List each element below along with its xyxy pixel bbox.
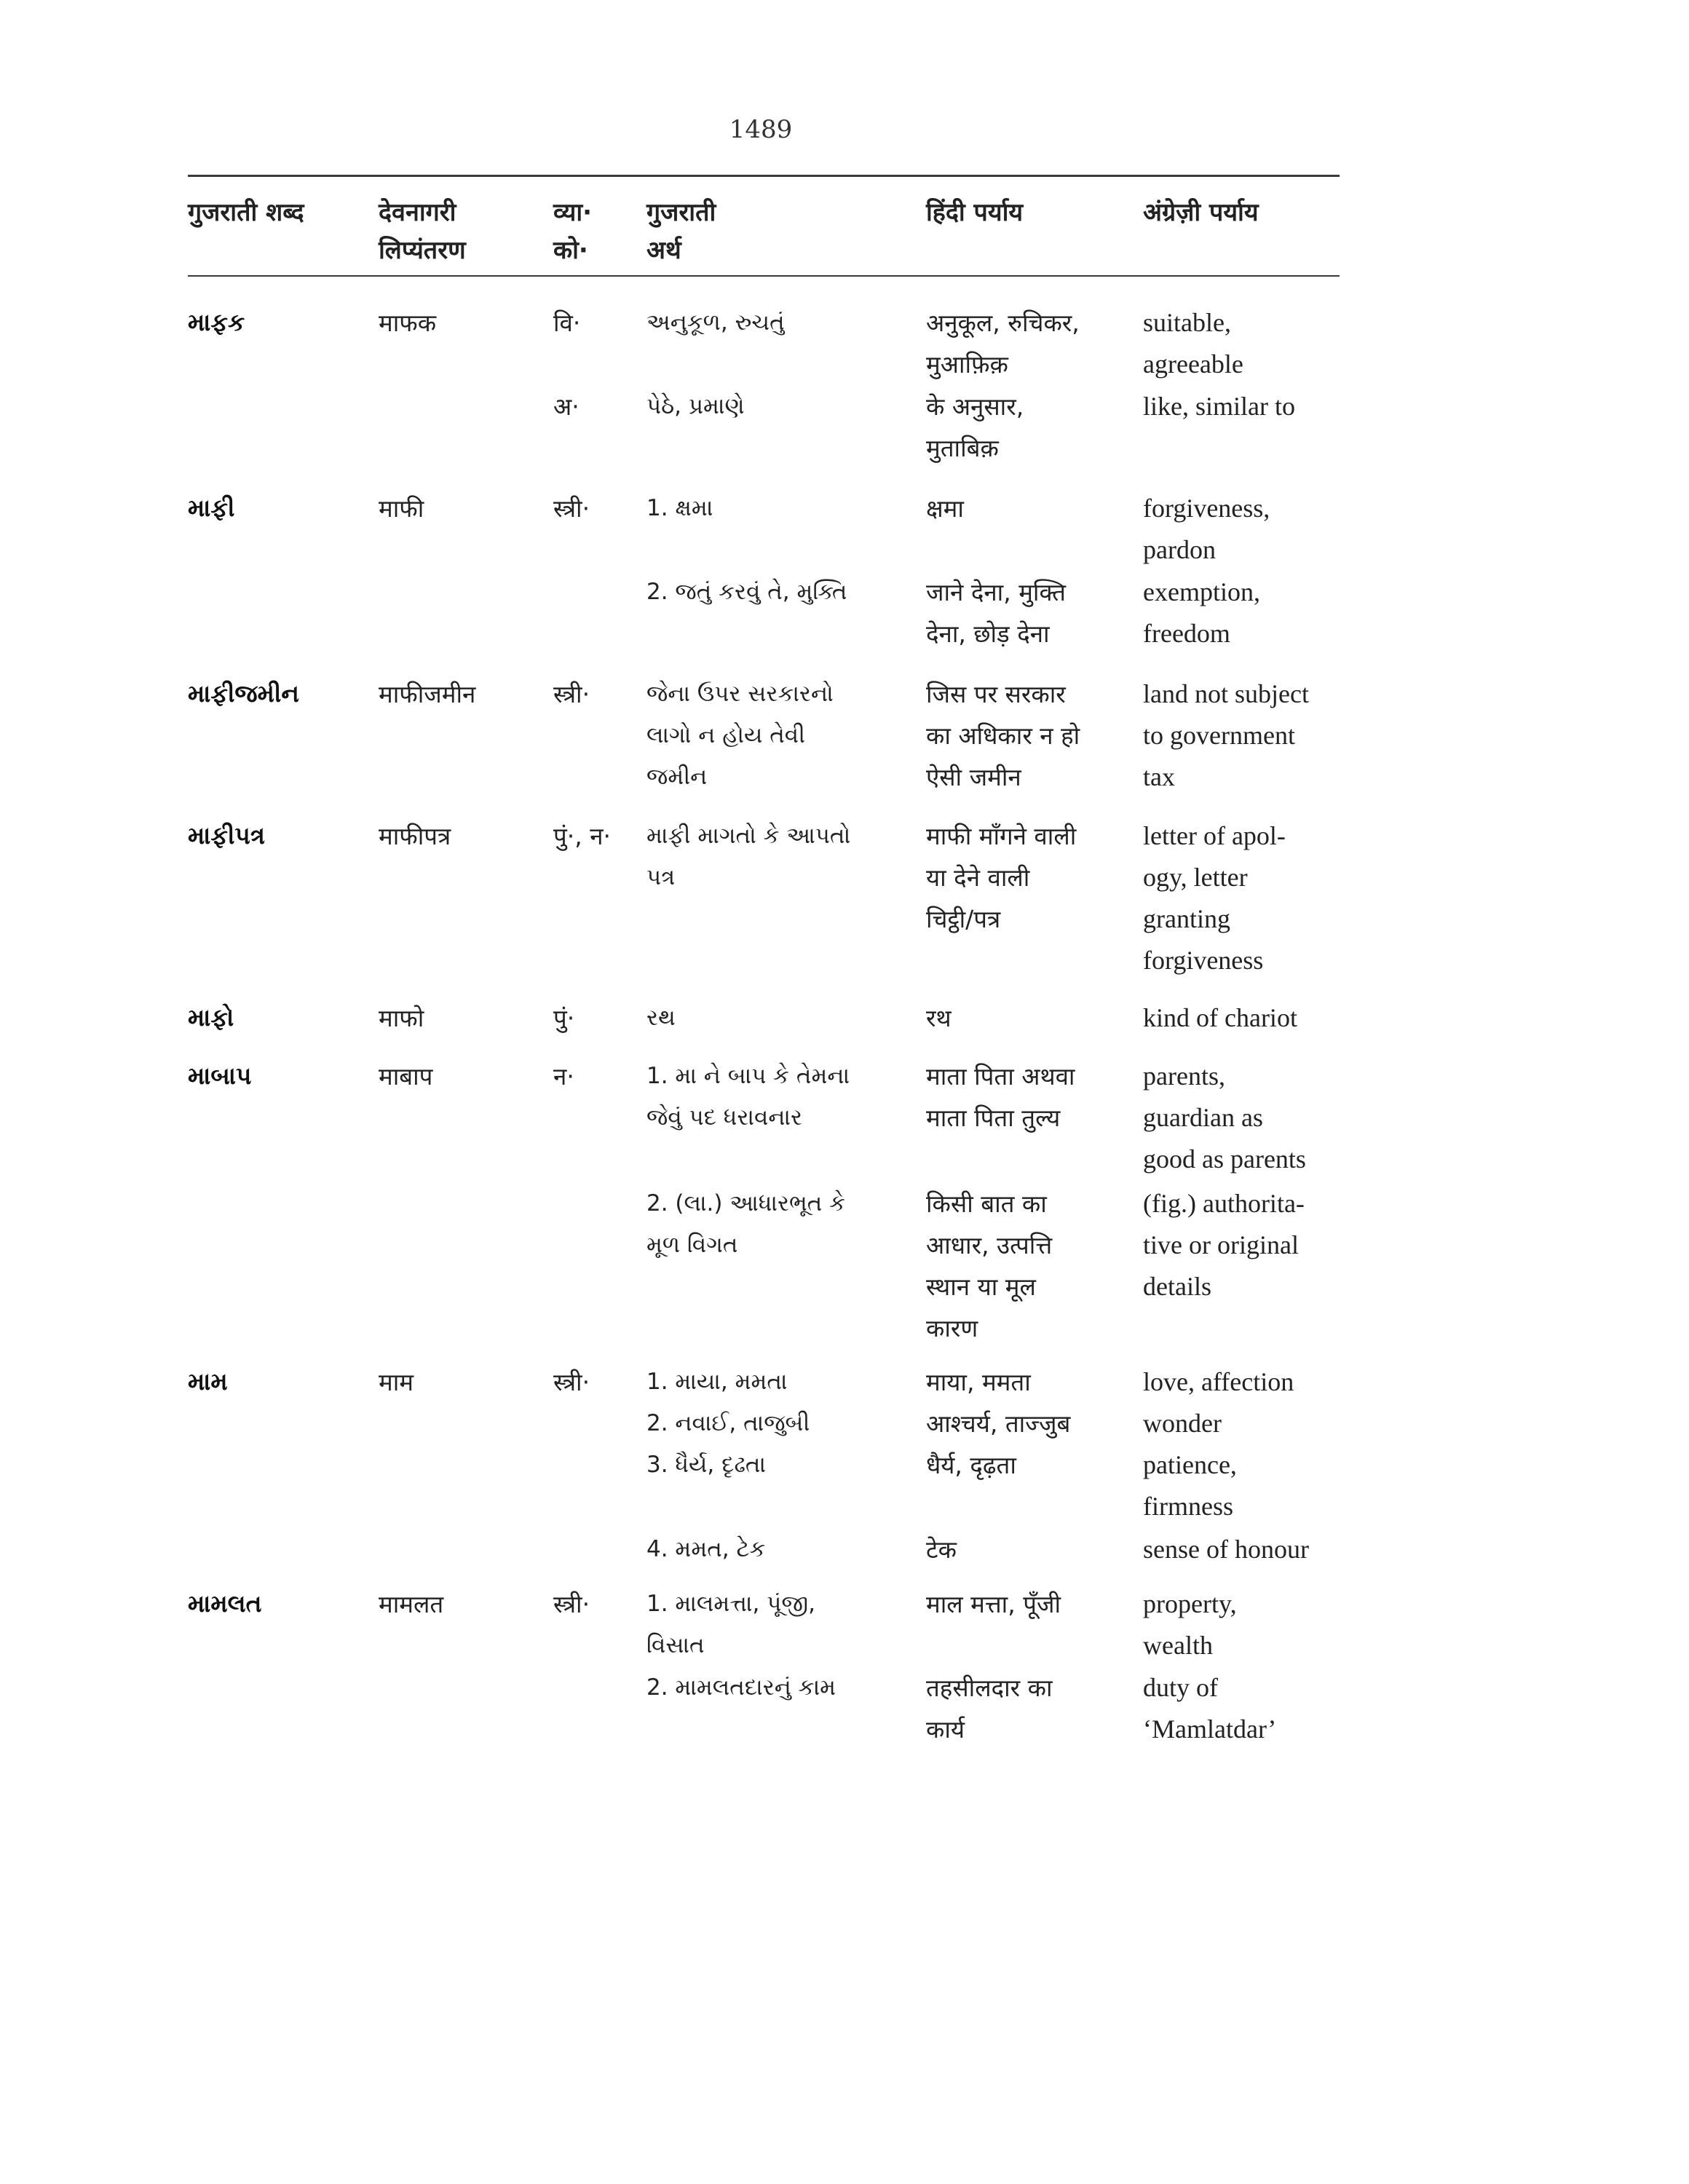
devanagari-transliteration: मामलत — [379, 1590, 444, 1618]
devanagari-transliteration: माम — [379, 1368, 414, 1396]
devanagari-transliteration: माफी — [379, 494, 424, 523]
hindi-equivalent: क्षमा — [926, 494, 964, 523]
hindi-equivalent: के अनुसार, मुताबिक़ — [926, 392, 1024, 462]
english-equivalent: like, similar to — [1143, 392, 1295, 421]
headword: મામલત — [188, 1589, 262, 1618]
gujarati-meaning: પેઠે, પ્રમાણે — [646, 393, 745, 419]
grammar-tag: न· — [553, 1062, 574, 1091]
english-equivalent: exemption, freedom — [1143, 577, 1260, 648]
grammar-tag: पुं· — [553, 1004, 575, 1032]
grammar-tag: स्त्री· — [553, 494, 590, 523]
col-header-hindi: हिंदी पर्याय — [926, 198, 1024, 227]
english-equivalent: land not subject to government tax — [1143, 679, 1309, 791]
english-equivalent: parents, guardian as good as parents — [1143, 1061, 1306, 1174]
top-rule — [188, 175, 1340, 177]
headword: માફક — [188, 308, 245, 336]
hindi-equivalent: माल मत्ता, पूँजी — [926, 1590, 1061, 1618]
col-header-gujarati-word: गुजराती शब्द — [188, 198, 304, 227]
headword: મામ — [188, 1367, 228, 1396]
header-rule — [188, 275, 1340, 277]
headword: માબાપ — [188, 1061, 252, 1090]
gujarati-meaning: 1. મા ને બાપ કે તેમના જેવું પદ ધરાવનાર — [646, 1063, 850, 1131]
grammar-tag: वि· — [553, 309, 581, 337]
gujarati-meaning: રથ — [646, 1005, 676, 1031]
hindi-equivalent: तहसीलदार का कार्य — [926, 1674, 1053, 1744]
english-equivalent: suitable, agreeable — [1143, 308, 1243, 379]
english-equivalent: (fig.) authorita- tive or original details — [1143, 1189, 1305, 1301]
devanagari-transliteration: माबाप — [379, 1062, 433, 1091]
headword: માફીજમીન — [188, 679, 299, 708]
english-equivalent: duty of ‘Mamlatdar’ — [1143, 1673, 1277, 1744]
hindi-equivalent: किसी बात का आधार, उत्पत्ति स्थान या मूल कारण — [926, 1190, 1053, 1342]
hindi-equivalent: रथ — [926, 1004, 952, 1032]
gujarati-meaning: 1. માલમત્તા, પૂંજી, વિસાત — [646, 1591, 815, 1658]
hindi-equivalent: टेक — [926, 1535, 957, 1564]
devanagari-transliteration: माफक — [379, 309, 437, 337]
english-equivalent: forgiveness, pardon — [1143, 494, 1270, 564]
grammar-tag: स्त्री· — [553, 1368, 590, 1396]
devanagari-transliteration: माफीपत्र — [379, 822, 451, 850]
grammar-tag: अ· — [553, 392, 580, 421]
devanagari-transliteration: माफीजमीन — [379, 680, 476, 708]
gujarati-meaning: 2. (લા.) આધારભૂત કે મૂળ વિગત — [646, 1190, 846, 1258]
english-equivalent: kind of chariot — [1143, 1003, 1297, 1032]
english-equivalent: letter of apol- ogy, letter granting forgiveness — [1143, 821, 1286, 975]
col-header-gujarati-meaning: गुजराती अर्थ — [646, 198, 716, 265]
col-header-english: अंग्रेज़ी पर्याय — [1143, 198, 1259, 227]
hindi-equivalent: माता पिता अथवा माता पिता तुल्य — [926, 1062, 1075, 1132]
gujarati-meaning: 2. જતું કરવું તે, મુક્તિ — [646, 579, 847, 605]
hindi-equivalent: अनुकूल, रुचिकर, मुआफ़िक़ — [926, 309, 1080, 379]
english-equivalent: sense of honour — [1143, 1535, 1309, 1564]
gujarati-meaning: અનુકૂળ, રુચતું — [646, 309, 785, 336]
gujarati-meaning: માફી માગતો કે આપતો પત્ર — [646, 823, 851, 890]
page-number: 1489 — [729, 115, 793, 144]
devanagari-transliteration: माफो — [379, 1004, 424, 1032]
gujarati-meaning: 1. માયા, મમતા 2. નવાઈ, તાજુબી 3. ધૈર્ય, દૃઢતા — [646, 1369, 810, 1478]
hindi-equivalent: माफी माँगने वाली या देने वाली चिट्ठी/पत्र — [926, 822, 1077, 933]
headword: માફી — [188, 494, 235, 522]
grammar-tag: पुं·, न· — [553, 822, 612, 850]
gujarati-meaning: 2. મામલતદારનું કામ — [646, 1674, 836, 1701]
headword: માફીપત્ર — [188, 821, 266, 850]
grammar-tag: स्त्री· — [553, 1590, 590, 1618]
gujarati-meaning: 4. મમત, ટેક — [646, 1536, 766, 1562]
headword: માફો — [188, 1003, 234, 1032]
col-header-grammar: व्या· को· — [553, 198, 593, 265]
grammar-tag: स्त्री· — [553, 680, 590, 708]
hindi-equivalent: जाने देना, मुक्ति देना, छोड़ देना — [926, 578, 1066, 648]
col-header-devanagari: देवनागरी लिप्यंतरण — [379, 198, 466, 265]
hindi-equivalent: माया, ममता आश्चर्य, ताज्जुब धैर्य, दृढ़ता — [926, 1368, 1071, 1479]
english-equivalent: love, affection wonder patience, firmness — [1143, 1367, 1294, 1521]
gujarati-meaning: 1. ક્ષમા — [646, 495, 713, 521]
english-equivalent: property, wealth — [1143, 1589, 1237, 1660]
gujarati-meaning: જેના ઉપર સરકારનો લાગો ન હોય તેવી જમીન — [646, 681, 834, 790]
hindi-equivalent: जिस पर सरकार का अधिकार न हो ऐसी जमीन — [926, 680, 1080, 791]
